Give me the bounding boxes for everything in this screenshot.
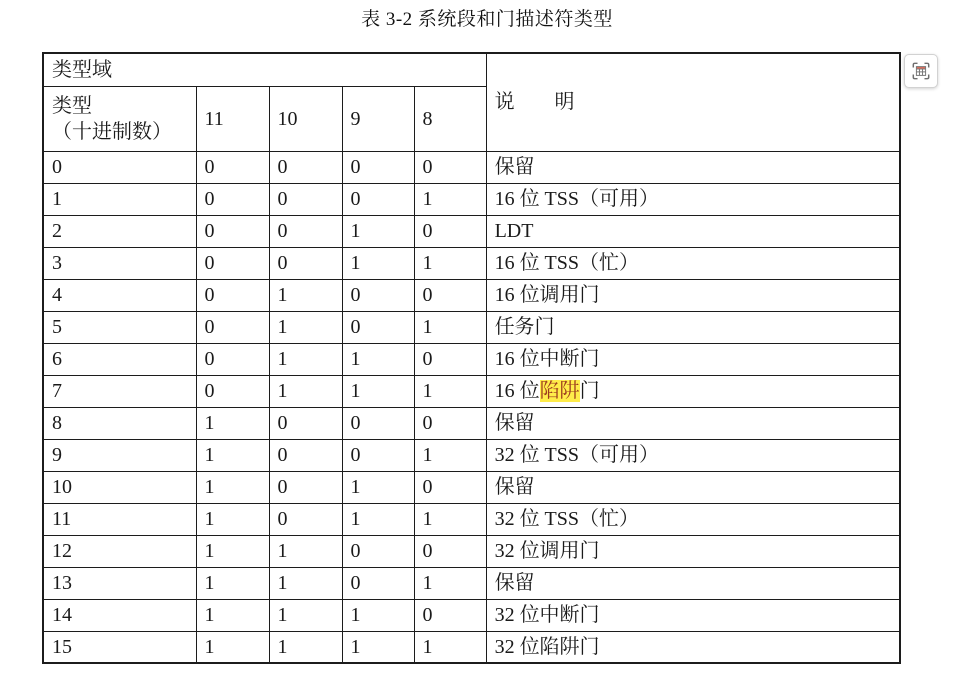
bit-cell: 1 xyxy=(269,279,342,311)
type-decimal-cell: 12 xyxy=(43,535,196,567)
table-row xyxy=(43,503,900,535)
table-row xyxy=(43,247,900,279)
bit-cell: 0 xyxy=(269,247,342,279)
bit-cell: 1 xyxy=(342,471,414,503)
type-decimal-cell: 6 xyxy=(43,343,196,375)
bit-cell: 1 xyxy=(414,567,486,599)
type-decimal-cell: 14 xyxy=(43,599,196,631)
bit-cell: 1 xyxy=(269,535,342,567)
bit-cell: 0 xyxy=(342,311,414,343)
description-cell: 16 位 TSS（可用） xyxy=(486,183,900,215)
bit-cell: 0 xyxy=(269,151,342,183)
description-cell: 16 位陷阱门 xyxy=(486,375,900,407)
description-cell: 32 位 TSS（可用） xyxy=(486,439,900,471)
bit-cell: 0 xyxy=(414,215,486,247)
table-body xyxy=(43,53,900,663)
description-cell: 任务门 xyxy=(486,311,900,343)
bit-cell: 1 xyxy=(342,247,414,279)
header-row-type-field xyxy=(43,53,900,86)
bit-cell: 0 xyxy=(196,151,269,183)
description-cell: 16 位调用门 xyxy=(486,279,900,311)
table-capture-button[interactable] xyxy=(904,54,938,88)
header-bit11-cell: 11 xyxy=(196,86,269,151)
descriptor-type-table xyxy=(42,52,901,664)
bit-cell: 1 xyxy=(342,503,414,535)
bit-cell: 1 xyxy=(414,503,486,535)
bit-cell: 1 xyxy=(342,215,414,247)
bit-cell: 0 xyxy=(269,503,342,535)
bit-cell: 0 xyxy=(196,375,269,407)
bit-cell: 1 xyxy=(414,183,486,215)
bit-cell: 0 xyxy=(342,151,414,183)
bit-cell: 0 xyxy=(414,599,486,631)
bit-cell: 1 xyxy=(269,343,342,375)
bit-cell: 1 xyxy=(342,343,414,375)
type-decimal-cell: 1 xyxy=(43,183,196,215)
bit-cell: 1 xyxy=(196,439,269,471)
bit-cell: 1 xyxy=(196,503,269,535)
table-row xyxy=(43,311,900,343)
bit-cell: 1 xyxy=(414,439,486,471)
bit-cell: 1 xyxy=(414,631,486,663)
bit-cell: 1 xyxy=(269,375,342,407)
type-decimal-cell: 9 xyxy=(43,439,196,471)
type-decimal-cell: 5 xyxy=(43,311,196,343)
description-cell: 保留 xyxy=(486,567,900,599)
bit-cell: 0 xyxy=(196,247,269,279)
bit-cell: 0 xyxy=(269,471,342,503)
type-decimal-cell: 13 xyxy=(43,567,196,599)
bit-cell: 1 xyxy=(342,631,414,663)
bit-cell: 0 xyxy=(342,535,414,567)
bit-cell: 0 xyxy=(196,311,269,343)
description-cell: LDT xyxy=(486,215,900,247)
bit-cell: 0 xyxy=(196,183,269,215)
bit-cell: 1 xyxy=(342,375,414,407)
bit-cell: 0 xyxy=(414,407,486,439)
table-caption: 表 3-2 系统段和门描述符类型 xyxy=(361,9,613,30)
table-row xyxy=(43,471,900,503)
bit-cell: 0 xyxy=(342,279,414,311)
bit-cell: 0 xyxy=(414,471,486,503)
table-capture-icon xyxy=(910,60,932,82)
table-row xyxy=(43,599,900,631)
bit-cell: 1 xyxy=(196,631,269,663)
description-cell: 保留 xyxy=(486,151,900,183)
bit-cell: 0 xyxy=(269,183,342,215)
bit-cell: 1 xyxy=(414,311,486,343)
description-cell: 保留 xyxy=(486,471,900,503)
table-row xyxy=(43,215,900,247)
header-type-line2: （十进制数） xyxy=(52,120,172,143)
type-decimal-cell: 7 xyxy=(43,375,196,407)
type-decimal-cell: 11 xyxy=(43,503,196,535)
table-row xyxy=(43,183,900,215)
table-row xyxy=(43,151,900,183)
bit-cell: 0 xyxy=(269,407,342,439)
bit-cell: 0 xyxy=(414,279,486,311)
bit-cell: 0 xyxy=(414,151,486,183)
description-cell: 32 位中断门 xyxy=(486,599,900,631)
bit-cell: 0 xyxy=(196,343,269,375)
bit-cell: 1 xyxy=(196,407,269,439)
bit-cell: 0 xyxy=(414,343,486,375)
header-bit10-cell: 10 xyxy=(269,86,342,151)
table-row xyxy=(43,343,900,375)
description-cell: 16 位 TSS（忙） xyxy=(486,247,900,279)
header-type-line1: 类型 xyxy=(52,94,92,117)
bit-cell: 1 xyxy=(196,535,269,567)
bit-cell: 1 xyxy=(269,631,342,663)
header-description-cell: 说 明 xyxy=(486,53,900,151)
bit-cell: 0 xyxy=(342,407,414,439)
type-decimal-cell: 0 xyxy=(43,151,196,183)
bit-cell: 0 xyxy=(269,215,342,247)
description-cell: 32 位陷阱门 xyxy=(486,631,900,663)
bit-cell: 1 xyxy=(414,375,486,407)
bit-cell: 1 xyxy=(196,567,269,599)
header-type-decimal-cell xyxy=(43,86,196,151)
table-row xyxy=(43,439,900,471)
bit-cell: 1 xyxy=(342,599,414,631)
table-row xyxy=(43,279,900,311)
table-row xyxy=(43,535,900,567)
bit-cell: 1 xyxy=(414,247,486,279)
type-decimal-cell: 2 xyxy=(43,215,196,247)
table-row xyxy=(43,407,900,439)
description-cell: 16 位中断门 xyxy=(486,343,900,375)
bit-cell: 0 xyxy=(414,535,486,567)
bit-cell: 0 xyxy=(342,439,414,471)
type-decimal-cell: 3 xyxy=(43,247,196,279)
bit-cell: 0 xyxy=(196,279,269,311)
description-cell: 32 位调用门 xyxy=(486,535,900,567)
bit-cell: 1 xyxy=(196,471,269,503)
header-bit9-cell: 9 xyxy=(342,86,414,151)
header-bit8-cell: 8 xyxy=(414,86,486,151)
description-cell: 32 位 TSS（忙） xyxy=(486,503,900,535)
description-cell: 保留 xyxy=(486,407,900,439)
bit-cell: 1 xyxy=(269,599,342,631)
table-row xyxy=(43,631,900,663)
bit-cell: 1 xyxy=(269,311,342,343)
header-type-field-cell: 类型域 xyxy=(43,53,486,86)
type-decimal-cell: 4 xyxy=(43,279,196,311)
bit-cell: 0 xyxy=(342,183,414,215)
type-decimal-cell: 8 xyxy=(43,407,196,439)
bit-cell: 0 xyxy=(269,439,342,471)
bit-cell: 1 xyxy=(269,567,342,599)
type-decimal-cell: 10 xyxy=(43,471,196,503)
table-row xyxy=(43,375,900,407)
search-highlight: 陷阱 xyxy=(539,380,580,402)
bit-cell: 1 xyxy=(196,599,269,631)
table-row xyxy=(43,567,900,599)
bit-cell: 0 xyxy=(196,215,269,247)
type-decimal-cell: 15 xyxy=(43,631,196,663)
bit-cell: 0 xyxy=(342,567,414,599)
